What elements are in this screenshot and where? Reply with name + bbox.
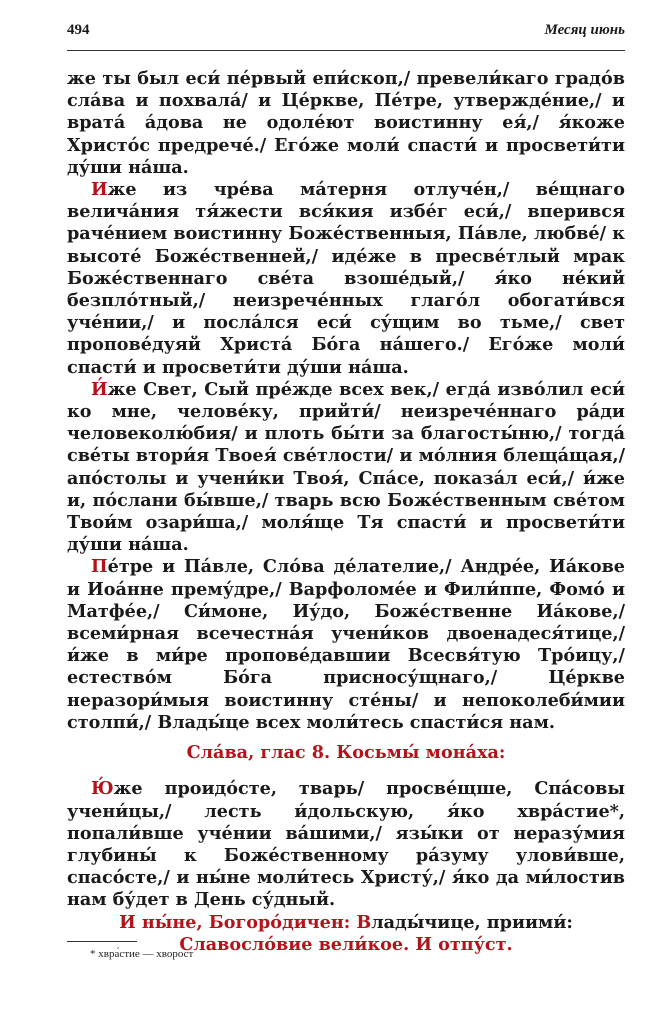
paragraph-2 [67, 179, 625, 379]
paragraph-text: же Свет, Сый пре́жде всех век,/ егда́ изво́лил еси́ ко мне, человéку, прийти́/ неизречéннаго ра́ди человеколю́бия/ и плоть бы́ти за благосты́ню,/ тогда́ свéты втори́я Твоея́ свéтлости/ и мо́лния блещáщая,/ апо́столы и учени́ки Твоя́, Спа́се, показа́л еси́,/ и́же и, по́слани бы́вше,/ тварь всю Божéственным свéтом Твои́м озари́ша,/ моля́ще Тя спасти́ и просвети́ти ду́ши на́ша. [67, 378, 625, 556]
initial-letter: И́ [91, 378, 108, 400]
theotokion-label: И ны́не, Богоро́дичен: В [119, 911, 372, 933]
paragraph-3 [67, 379, 625, 557]
page-number: 494 [67, 22, 90, 38]
theotokion-text: лады́чице, приими́: [371, 911, 573, 933]
initial-letter: Ю́ [91, 778, 114, 800]
doxology-line: Славосло́вие вели́кое. И отпу́ст. [179, 933, 513, 955]
main-text [67, 68, 625, 956]
page-header [67, 22, 625, 51]
paragraph-text: же проидо́сте, тварь/ просвéщше, Спа́совы учени́цы,/ лесть и́дольскую, я́ко хвра́стие*, попали́вше учéнии ва́шими,/ язы́ки от неразу́мия глубины́ к Божéственному ра́зуму улови́вше, спасо́сте,/ и ны́не моли́тесь Христу́,/ я́ко да ми́лостив нам бу́дет в День су́дный. [67, 778, 625, 911]
paragraph-5 [67, 778, 625, 911]
running-title: Месяц июнь [544, 22, 625, 38]
paragraph-text: же ты был еси́ пе́рвый епи́скоп,/ превели́кагo градо́в сла́ва и похвала́/ и Це́ркве, Пе́тре, утвержде́ние,/ и врата́ а́дова не одоле́ют воистинну ея́,/ я́коже Христо́с предрече́./ Его́же моли́ спасти́ и просвети́ти ду́ши на́ша. [67, 68, 625, 178]
glory-heading: Сла́ва, глас 8. Косьмы́ мона́ха: [186, 742, 506, 764]
paragraph-1 [67, 68, 625, 179]
initial-letter: И [91, 179, 108, 201]
paragraph-text: е́тре и Па́вле, Сло́ва дéлателие,/ Андрéе, Иа́кове и Иоа́нне прему́дре,/ Варфоломéе и Фили́ппе, Фомо́ и Матфéе,/ Си́моне, Иу́до, Божéственне Иа́кове,/ всеми́рная всечестна́я учени́ков двоенадеся́тице,/ и́же в ми́ре проповéдавшии Всесвя́тую Тро́ицу,/ естество́м Бо́га присносу́щнаго,/ Це́ркве неразори́мыя воистинну стéны/ и непоколеби́мии столпи́,/ Влады́це всех моли́тесь спасти́ся нам. [67, 556, 625, 733]
footnote-divider [67, 941, 137, 942]
paragraph-text: же из чре́ва ма́терня отлуче́н,/ ве́щнаго велича́ния тя́жести вся́кия избе́г еси́,/ вперився рачéнием воистинну Божéственныя, Па́вле, любве́/ к высоте́ Божéственней,/ иде́же в пресве́тлый мрак Божéственнаго све́та взошéдый,/ я́ко нéкий безпло́тный,/ неизречéнных глагóл обогати́вся учéнии,/ и посла́лся еси́ су́щим во тьме,/ свет проповéдуяй Христа́ Бо́га на́шего./ Его́же моли́ спасти́ и просвети́ти ду́ши на́ша. [67, 179, 625, 378]
footnote: * хвра́стие — хворост [90, 948, 194, 960]
paragraph-4 [67, 556, 625, 734]
initial-letter: П [91, 556, 108, 578]
theotokion-line [67, 912, 625, 934]
